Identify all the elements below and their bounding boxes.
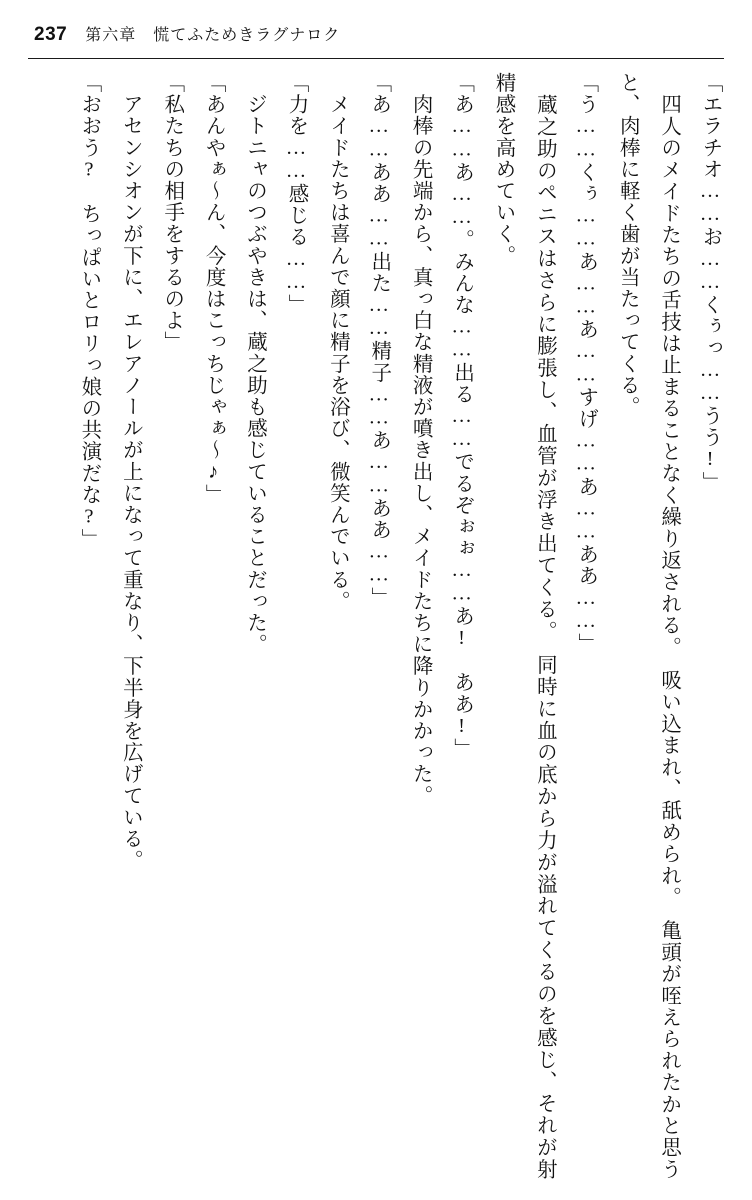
- paragraph: 蔵之助のペニスはさらに膨張し、血管が浮き出てくる。 同時に血の底から力が溢れてくるのを感じ、それが射精感を高めていく。: [491, 72, 556, 1180]
- paragraph: 「おおう? ちっぱいとロリっ娘の共演だな?」: [77, 72, 100, 551]
- paragraph: 「あ……あ……。みんな……出る……でるぞぉぉ……あ! ああ!」: [450, 72, 473, 760]
- paragraph: アセンシオンが下に、エレアノールが上になって重なり、下半身を広げている。: [119, 72, 142, 872]
- paragraph: 「力を……感じる……」: [284, 72, 307, 316]
- vertical-text-column: [22, 72, 730, 1180]
- paragraph: ジトニャのつぶやきは、蔵之助も感じていることだった。: [243, 72, 266, 656]
- chapter-title: 第六章 慌てふためきラグナロク: [85, 27, 341, 44]
- paragraph: 四人のメイドたちの舌技は止まることなく繰り返される。 吸い込まれ、舐められ。 亀頭が咥えられたかと思うと、肉棒に軽く歯が当たってくる。: [616, 72, 680, 1180]
- paragraph: 「う……くぅ……あ……あ……すげ……あ……ああ……」: [574, 72, 597, 655]
- paragraph: 「私たちの相手をするのよ」: [160, 72, 183, 353]
- paragraph: 「エラチオ……お……くぅっ……うう!」: [699, 72, 721, 493]
- page-number: 237: [34, 24, 68, 45]
- page-header: [0, 0, 752, 58]
- paragraph: 肉棒の先端から、真っ白な精液が噴き出し、メイドたちに降りかかった。: [409, 72, 432, 807]
- paragraph: 「あ……ああ……出た……精子……あ……ああ……」: [367, 72, 390, 609]
- paragraph: メイドたちは喜んで顔に精子を浴び、微笑んでいる。: [326, 72, 349, 612]
- paragraph: 「あんやぁ～ん、今度はこっちじゃぁ～♪」: [202, 72, 225, 506]
- page-body: [22, 72, 730, 1180]
- header-divider: [28, 58, 724, 59]
